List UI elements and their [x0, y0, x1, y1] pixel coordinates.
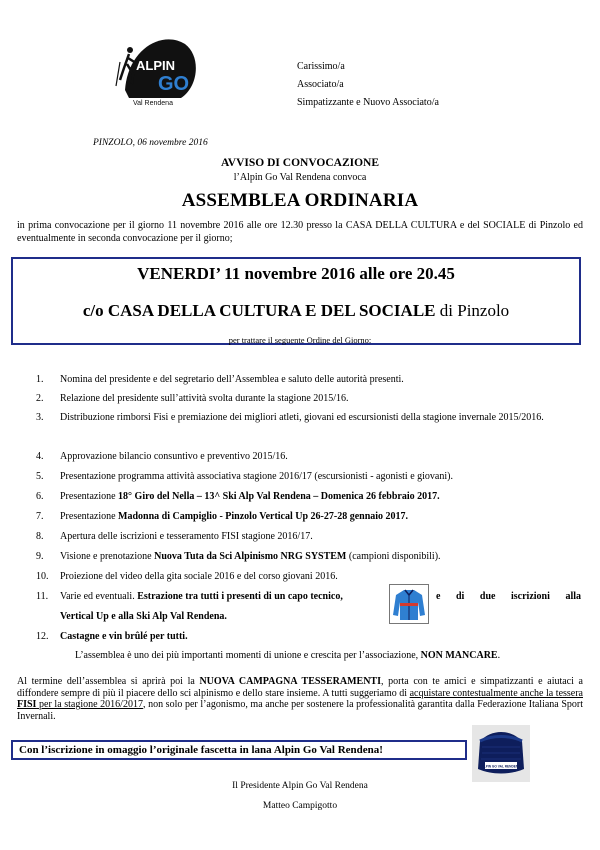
meeting-location-bold: c/o CASA DELLA CULTURA E DEL SOCIALE — [82, 301, 436, 320]
agenda-text-bold: 18° Giro del Nella – 13^ Ski Alp Val Rendena – Domenica 26 febbraio 2017. — [118, 491, 440, 502]
agenda-text-part: Presentazione — [60, 511, 119, 522]
agenda-number: 12. — [36, 631, 49, 642]
signature-title: Il Presidente Alpin Go Val Rendena — [232, 781, 368, 791]
agenda-text: Relazione del presidente sull’attività svolta durante la stagione 2015/16. — [60, 393, 349, 404]
recipient-block — [297, 58, 439, 112]
agenda-text-bold: Vertical Up e alla Ski Alp Val Rendena. — [60, 611, 227, 622]
agenda-text-part: Presentazione — [60, 491, 119, 502]
assembly-title: ASSEMBLEA ORDINARIA — [181, 190, 419, 211]
agenda-text: Presentazione programma attività associativa stagione 2016/17 (escursionisti - agonisti e giovani). — [60, 471, 453, 482]
para-emphasis: FISI — [17, 699, 37, 711]
closing-period: . — [497, 650, 501, 661]
agenda-text — [60, 587, 390, 606]
alpin-go-logo — [103, 28, 203, 108]
agenda-number: 7. — [36, 511, 44, 522]
recipient-line: Associato/a — [297, 79, 344, 90]
agenda-text-bold: Estrazione tra tutti i presenti di un capo tecnico, — [137, 591, 343, 602]
agenda-number: 6. — [36, 491, 44, 502]
agenda-text-part: (campioni disponibili). — [346, 551, 441, 562]
logo-word-alpin: ALPIN — [136, 58, 175, 73]
notice-title: AVVISO DI CONVOCAZIONE — [220, 157, 380, 169]
agenda-text: Castagne e vin brûlé per tutti. — [60, 631, 188, 642]
agenda-number: 1. — [36, 374, 44, 385]
recipient-line: Carissimo/a — [297, 61, 345, 72]
agenda-text-bold: Nuova Tuta da Sci Alpinismo NRG SYSTEM — [154, 551, 347, 562]
agenda-text: Nomina del presidente e del segretario dell’Assemblea e saluto delle autorità presenti. — [60, 374, 404, 385]
para-text: Al termine dell’assemblea si aprirà poi la — [17, 676, 200, 687]
agenda-text — [60, 487, 581, 506]
agenda-text: Approvazione bilancio consuntivo e preventivo 2015/16. — [60, 451, 288, 462]
agenda-text: Distribuzione rimborsi Fisi e premiazione dei migliori atleti, giovani ed escursionisti della stagione invernale 2015/2016. — [60, 412, 544, 423]
agenda-number: 8. — [36, 531, 44, 542]
agenda-intro: per trattare il seguente Ordine del Giorno: — [228, 335, 372, 345]
logo-word-go: GO — [158, 73, 190, 95]
para-underlined: per la stagione 2016/2017 — [36, 699, 143, 711]
closing-text: L’assemblea è uno dei più importanti momenti di unione e crescita per l’associazione, — [75, 650, 421, 661]
para-underlined: acquistare contestualmente anche la tessera — [409, 687, 583, 699]
agenda-number: 2. — [36, 393, 44, 404]
recipient-line: Simpatizzante e Nuovo Associato/a — [297, 97, 439, 108]
para-emphasis: NUOVA CAMPAGNA TESSERAMENTI — [199, 676, 381, 687]
intro-text: in prima convocazione per il giorno 11 novembre 2016 alle ore 12.30 presso la CASA DELLA CULTURA e del SOCIALE di Pinzolo ed eventualmente in seconda convocazione per il giorno; — [17, 220, 583, 244]
meeting-date: VENERDI’ 11 novembre 2016 alle ore 20.45 — [137, 264, 455, 283]
agenda-number: 4. — [36, 451, 44, 462]
membership-paragraph — [17, 676, 583, 722]
agenda-number: 3. — [36, 412, 44, 423]
agenda-text — [60, 507, 581, 526]
agenda-number: 5. — [36, 471, 44, 482]
agenda-number: 10. — [36, 571, 49, 582]
signature-name: Matteo Campigotto — [262, 801, 338, 811]
agenda-text — [60, 547, 581, 566]
agenda-text: Apertura delle iscrizioni e tesseramento FISI stagione 2016/17. — [60, 531, 313, 542]
gift-banner: Con l’iscrizione in omaggio l’originale fascetta in lana Alpin Go Val Rendena! — [11, 740, 467, 760]
wool-headband-image — [472, 725, 530, 782]
para-text: , porta con te amici e simpatizzanti e aiutaci a diffondere sempre di più il piacere dello sci alpinismo e dello stare insieme. A tutti suggeriamo di — [17, 676, 583, 699]
logo-subtitle: Val Rendena — [133, 100, 173, 107]
agenda-number: 9. — [36, 551, 44, 562]
agenda-text-bold: Madonna di Campiglio - Pinzolo Vertical Up 26-27-28 gennaio 2017. — [118, 511, 409, 522]
place-date: PINZOLO, 06 novembre 2016 — [93, 138, 208, 148]
closing-emphasis: NON MANCARE — [420, 650, 498, 661]
agenda-text-part: Visione e prenotazione — [60, 551, 155, 562]
meeting-date-box — [11, 257, 581, 345]
convoca-line: l’Alpin Go Val Rendena convoca — [233, 172, 367, 183]
hat-label: ALPIN GO VAL RENDENA — [481, 764, 521, 769]
agenda-text-part: Varie ed eventuali. — [60, 591, 138, 602]
meeting-location-town: di Pinzolo — [435, 301, 510, 320]
meeting-location — [13, 301, 579, 321]
agenda-text-tail: e di due iscrizioni alla — [436, 591, 581, 602]
agenda-text: Proiezione del video della gita sociale 2016 e del corso giovani 2016. — [60, 571, 338, 582]
closing-line — [75, 650, 500, 661]
agenda-number: 11. — [36, 591, 49, 602]
para-text: , non solo per l’agonismo, ma anche per sostenere la professionalità garantita dalla Federazione Italiana Sport Invernali. — [17, 699, 583, 722]
jacket-image — [389, 584, 429, 624]
